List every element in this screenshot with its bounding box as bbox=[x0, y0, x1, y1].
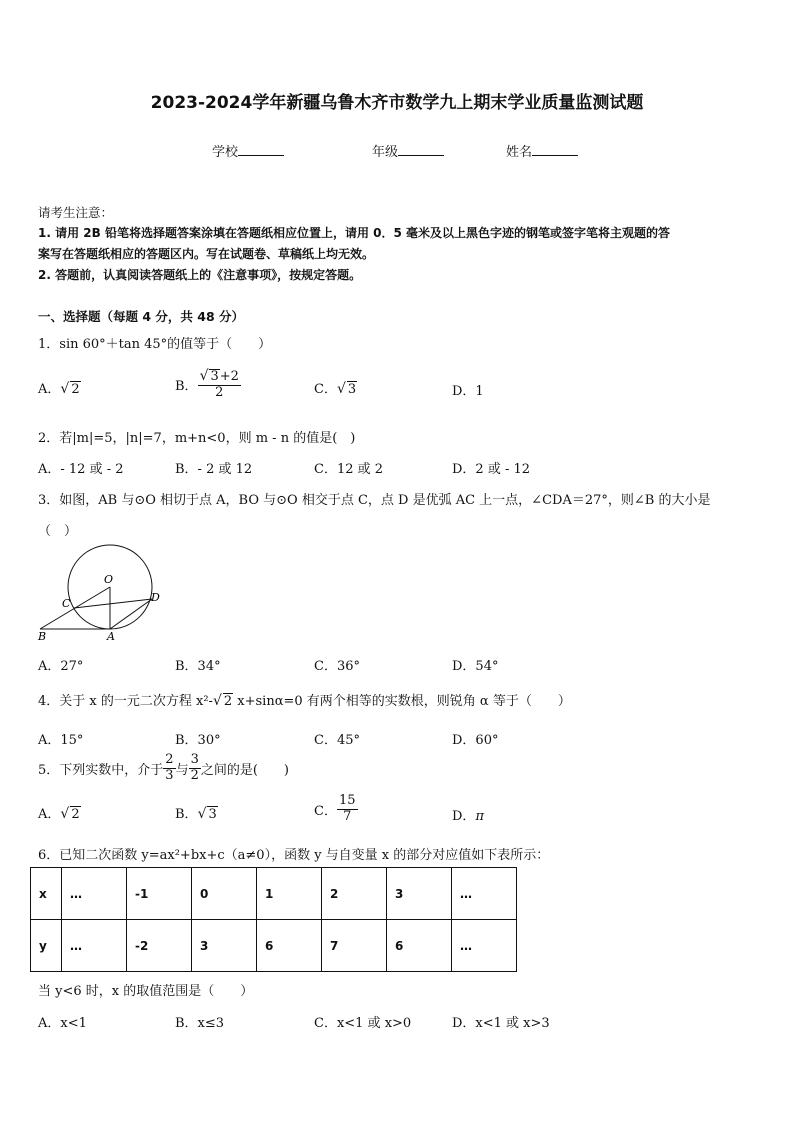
notice-heading: 请考生注意： bbox=[38, 205, 114, 220]
table-cell: -1 bbox=[127, 868, 192, 920]
q3-option-d: D．54° bbox=[452, 659, 499, 674]
table-cell: 6 bbox=[387, 920, 452, 972]
q4-option-b: B．30° bbox=[175, 733, 221, 748]
table-cell: 6 bbox=[257, 920, 322, 972]
q5-option-a: A．√ 2 bbox=[38, 806, 80, 822]
table-cell: 0 bbox=[192, 868, 257, 920]
q3-option-c: C．36° bbox=[314, 659, 360, 674]
page-title: 2023-2024学年新疆乌鲁木齐市数学九上期末学业质量监测试题 bbox=[150, 93, 644, 113]
table-cell: y bbox=[31, 920, 62, 972]
q2-option-c: C．12 或 2 bbox=[314, 462, 384, 477]
q2-option-a: A．- 12 或 - 2 bbox=[38, 462, 124, 477]
table-cell: 3 bbox=[387, 868, 452, 920]
label-a: A bbox=[107, 630, 115, 643]
notice-line-2: 2. 答题前，认真阅读答题纸上的《注意事项》，按规定答题。 bbox=[38, 268, 362, 282]
table-cell: 3 bbox=[192, 920, 257, 972]
name-field bbox=[506, 141, 578, 160]
q1-option-d: D．1 bbox=[452, 384, 484, 399]
q6-stem: 6．已知二次函数 y=ax²+bx+c（a≠0），函数 y 与自变量 x 的部分对应值如下表所示： bbox=[38, 848, 550, 863]
notice-line-1a: 1. 请用 2B 铅笔将选择题答案涂填在答题纸相应位置上，请用 0．5 毫米及以上黑色字迹的钢笔或签字笔将主观题的答 bbox=[38, 226, 670, 240]
table-cell: … bbox=[62, 920, 127, 972]
line-cd bbox=[74, 599, 152, 608]
q1-option-c: C．√ 3 bbox=[314, 381, 357, 397]
label-o: O bbox=[104, 573, 114, 586]
table-cell: 7 bbox=[322, 920, 387, 972]
q3-stem-cont: （ ） bbox=[38, 524, 78, 539]
grade-blank bbox=[398, 143, 444, 156]
q2-option-b: B．- 2 或 12 bbox=[175, 462, 253, 477]
q5-option-d: D．π bbox=[452, 809, 484, 824]
q2-stem: 2．若|m|=5，|n|=7，m+n<0，则 m - n 的值是( ) bbox=[38, 431, 356, 446]
q4-stem: 4．关于 x 的一元二次方程 x²-√ 2 x+sinα=0 有两个相等的实数根，则锐角 α 等于（ ） bbox=[38, 693, 571, 709]
q6-question: 当 y<6 时，x 的取值范围是（ ） bbox=[38, 984, 254, 999]
q4-option-a: A．15° bbox=[38, 733, 84, 748]
table-cell: 1 bbox=[257, 868, 322, 920]
table-cell: 2 bbox=[322, 868, 387, 920]
label-c: C bbox=[62, 597, 71, 610]
label-d: D bbox=[151, 591, 160, 604]
name-label: 姓名 bbox=[506, 145, 533, 160]
q6-option-a: A．x<1 bbox=[38, 1016, 87, 1031]
q1-option-a: A．√ 2 bbox=[38, 381, 80, 397]
section-heading: 一、选择题（每题 4 分，共 48 分） bbox=[38, 309, 245, 324]
q1-stem: 1．sin 60°＋tan 45°的值等于（ ） bbox=[38, 337, 272, 352]
q3-stem: 3．如图，AB 与⊙O 相切于点 A，BO 与⊙O 相交于点 C，点 D 是优弧 AC 上一点，∠CDA＝27°，则∠B 的大小是 bbox=[38, 493, 711, 508]
table-cell: x bbox=[31, 868, 62, 920]
q5-option-b: B．√ 3 bbox=[175, 806, 217, 822]
table-row bbox=[31, 920, 517, 972]
q6-value-table bbox=[30, 867, 517, 972]
table-cell: … bbox=[62, 868, 127, 920]
label-b: B bbox=[38, 630, 47, 643]
q3-option-a: A．27° bbox=[38, 659, 84, 674]
table-row bbox=[31, 868, 517, 920]
q6-option-d: D．x<1 或 x>3 bbox=[452, 1016, 550, 1031]
q2-option-d: D．2 或 - 12 bbox=[452, 462, 531, 477]
grade-label: 年级 bbox=[372, 145, 399, 160]
table-cell: … bbox=[452, 920, 517, 972]
q1-option-b: B． $\frac{√ 3+2}{2}$ bbox=[175, 368, 239, 400]
q4-option-c: C．45° bbox=[314, 733, 360, 748]
q5-stem: 5．下列实数中，介于 $\frac{2}{3}$ 与 $\frac{3}{2}$ 之间的是( ) bbox=[38, 752, 290, 783]
school-field bbox=[212, 141, 284, 160]
school-label: 学校 bbox=[212, 145, 239, 160]
school-blank bbox=[238, 143, 284, 156]
q5-option-c: C． $\frac{15}{7}$ bbox=[314, 793, 356, 824]
table-cell: … bbox=[452, 868, 517, 920]
q3-option-b: B．34° bbox=[175, 659, 221, 674]
q6-option-b: B．x≤3 bbox=[175, 1016, 225, 1031]
name-blank bbox=[532, 143, 578, 156]
q4-option-d: D．60° bbox=[452, 733, 499, 748]
grade-field bbox=[372, 141, 444, 160]
notice-line-1b: 案写在答题纸相应的答题区内。写在试题卷、草稿纸上均无效。 bbox=[38, 247, 375, 261]
q6-option-c: C．x<1 或 x>0 bbox=[314, 1016, 412, 1031]
table-cell: -2 bbox=[127, 920, 192, 972]
q3-circle-figure bbox=[30, 540, 170, 644]
